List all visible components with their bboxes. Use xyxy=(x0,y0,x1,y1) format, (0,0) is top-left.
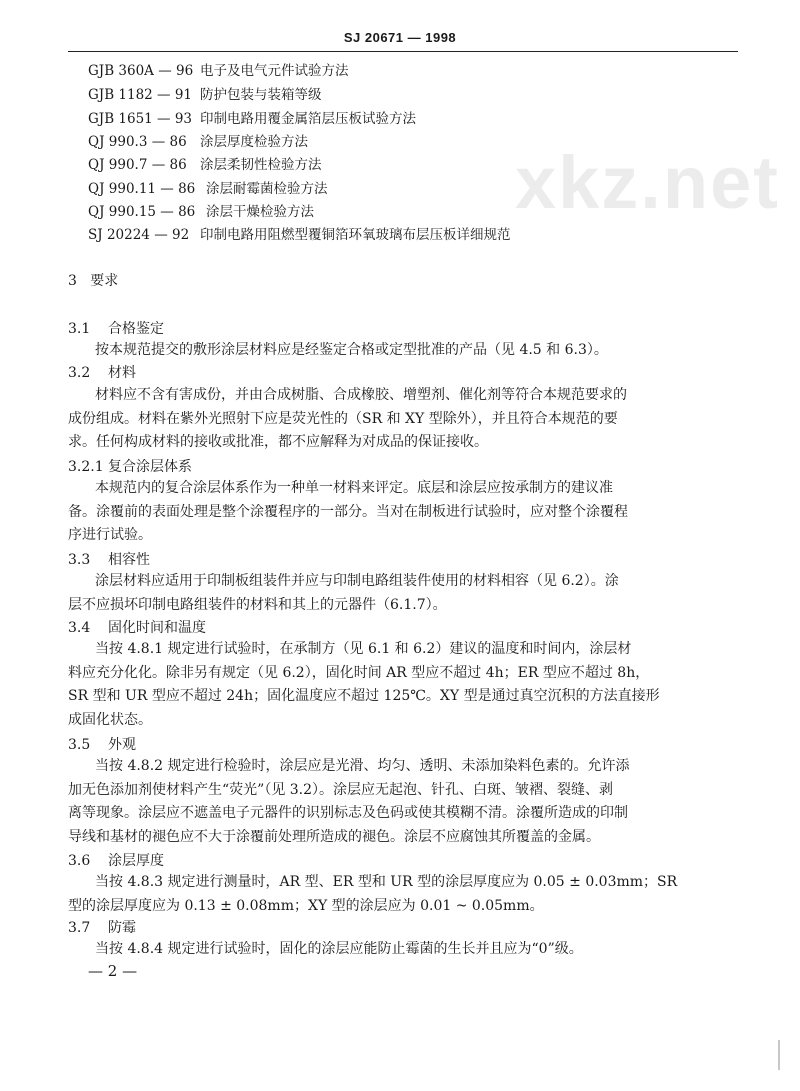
reference-item xyxy=(88,110,416,128)
reference-code: GJB 1651 — 93 xyxy=(88,111,193,127)
reference-code: QJ 990.3 — 86 xyxy=(88,134,187,150)
reference-item xyxy=(88,133,308,151)
reference-code: GJB 1182 — 91 xyxy=(88,87,193,103)
scan-artifact xyxy=(778,1040,780,1070)
text-line: 当按 4.8.4 规定进行试验时，固化的涂层应能防止霉菌的生长并且应为“0”级。 xyxy=(95,941,583,957)
reference-code: QJ 990.15 — 86 xyxy=(88,204,196,220)
reference-item xyxy=(88,180,328,198)
watermark: xkz.net xyxy=(515,141,780,224)
page-number: — 2 — xyxy=(88,962,138,980)
reference-title: 印制电路用覆金属箔层压板试验方法 xyxy=(200,111,416,127)
text-line: 成固化状态。 xyxy=(68,711,152,728)
reference-item xyxy=(88,156,322,174)
text-line: 型的涂层厚度应为 0.13 ± 0.08mm；XY 型的涂层应为 0.01 ~ 0.05mm。 xyxy=(68,897,544,914)
section-title: 相容性 xyxy=(108,552,150,568)
reference-title: 电子及电气元件试验方法 xyxy=(200,63,349,79)
section-heading-3-3 xyxy=(68,549,150,569)
section-number: 3.2.1 xyxy=(68,459,104,475)
paragraph-3-6 xyxy=(68,871,732,918)
section-heading-3-5 xyxy=(68,734,136,754)
section-title: 复合涂层体系 xyxy=(108,459,192,475)
section-number: 3.7 xyxy=(68,920,91,936)
paragraph-3-2-1 xyxy=(68,477,732,548)
text-line: 导线和基材的褪色应不大于涂覆前处理所造成的褪色。涂层不应腐蚀其所覆盖的金属。 xyxy=(68,828,600,845)
reference-code: QJ 990.11 — 86 xyxy=(88,181,196,197)
section-heading-3 xyxy=(68,270,118,290)
reference-code: QJ 990.7 — 86 xyxy=(88,157,187,173)
section-number: 3.2 xyxy=(68,365,91,381)
section-number: 3.1 xyxy=(68,321,91,337)
text-line: 涂层材料应适用于印制板组装件并应与印制电路组装件使用的材料相容（见 6.2）。涂 xyxy=(95,573,619,589)
section-number: 3.6 xyxy=(68,853,91,869)
section-number: 3.5 xyxy=(68,737,91,753)
section-title: 合格鉴定 xyxy=(108,321,164,337)
paragraph-3-7 xyxy=(68,938,732,962)
section-title: 要求 xyxy=(90,273,119,289)
section-heading-3-7 xyxy=(68,917,136,937)
section-heading-3-6 xyxy=(68,850,164,870)
text-line: 料应充分化化。除非另有规定（见 6.2），固化时间 AR 型应不超过 4h；ER 型应不超过 8h， xyxy=(68,664,650,681)
reference-item xyxy=(88,86,322,104)
paragraph-3-5 xyxy=(68,755,732,849)
reference-title: 涂层柔韧性检验方法 xyxy=(200,157,322,173)
reference-title: 防护包装与装箱等级 xyxy=(200,87,322,103)
section-title: 涂层厚度 xyxy=(108,853,164,869)
section-title: 外观 xyxy=(108,737,136,753)
section-heading-3-2 xyxy=(68,362,136,382)
paragraph-3-3 xyxy=(68,570,732,617)
text-line: 本规范内的复合涂层体系作为一种单一材料来评定。底层和涂层应按承制方的建议准 xyxy=(95,480,613,496)
section-title: 材料 xyxy=(108,365,136,381)
section-title: 防霉 xyxy=(108,920,136,936)
reference-code: GJB 360A — 96 xyxy=(88,63,194,79)
text-line: 材料应不含有害成份，并由合成树脂、合成橡胶、增塑剂、催化剂等符合本规范要求的 xyxy=(95,387,627,403)
text-line: 成份组成。材料在紫外光照射下应是荧光性的（SR 和 XY 型除外），并且符合本规范的要 xyxy=(68,410,618,427)
text-line: 当按 4.8.1 规定进行试验时，在承制方（见 6.1 和 6.2）建议的温度和时间内，涂层材 xyxy=(95,641,632,657)
text-line: 层不应损坏印制电路组装件的材料和其上的元器件（6.1.7）。 xyxy=(68,596,447,613)
paragraph-3-2 xyxy=(68,384,732,455)
text-line: 按本规范提交的敷形涂层材料应是经鉴定合格或定型批准的产品（见 4.5 和 6.3）。 xyxy=(95,342,608,358)
reference-code: SJ 20224 — 92 xyxy=(88,227,190,243)
text-line: 离等现象。涂层应不遮盖电子元器件的识别标志及色码或使其模糊不清。涂覆所造成的印制 xyxy=(68,805,628,821)
reference-title: 印制电路用阻燃型覆铜箔环氧玻璃布层压板详细规范 xyxy=(200,227,511,243)
text-line: 加无色添加剂使材料产生“荧光”（见 3.2）。涂层应无起泡、针孔、白斑、皱褶、裂缝、剥 xyxy=(68,781,614,798)
section-heading-3-1 xyxy=(68,318,164,338)
reference-item xyxy=(88,226,511,244)
text-line: 当按 4.8.3 规定进行测量时，AR 型、ER 型和 UR 型的涂层厚度应为 0.05 ± 0.03mm；SR xyxy=(95,874,678,890)
text-line: 当按 4.8.2 规定进行检验时，涂层应是光滑、均匀、透明、未添加染料色素的。允许添 xyxy=(95,758,630,774)
section-title: 固化时间和温度 xyxy=(108,620,206,636)
reference-title: 涂层干燥检验方法 xyxy=(206,204,314,220)
text-line: 序进行试验。 xyxy=(68,527,152,543)
text-line: 备。涂覆前的表面处理是整个涂覆程序的一部分。当对在制板进行试验时，应对整个涂覆程 xyxy=(68,503,628,520)
text-line: 求。任何构成材料的接收或批准，都不应解释为对成品的保证接收。 xyxy=(68,434,488,450)
standard-code-header: SJ 20671 — 1998 xyxy=(343,30,457,45)
section-heading-3-2-1 xyxy=(68,456,192,476)
reference-title: 涂层厚度检验方法 xyxy=(200,134,308,150)
section-number: 3.3 xyxy=(68,552,91,568)
section-number: 3 xyxy=(68,273,77,289)
reference-item xyxy=(88,62,349,80)
paragraph-3-4 xyxy=(68,638,732,732)
paragraph-3-1 xyxy=(95,339,759,363)
reference-item xyxy=(88,203,314,221)
reference-title: 涂层耐霉菌检验方法 xyxy=(206,181,328,197)
section-heading-3-4 xyxy=(68,617,206,637)
header-rule xyxy=(68,51,738,52)
section-number: 3.4 xyxy=(68,620,91,636)
text-line: SR 型和 UR 型应不超过 24h；固化温度应不超过 125℃。XY 型是通过真空沉积的方法直接形 xyxy=(68,688,660,704)
